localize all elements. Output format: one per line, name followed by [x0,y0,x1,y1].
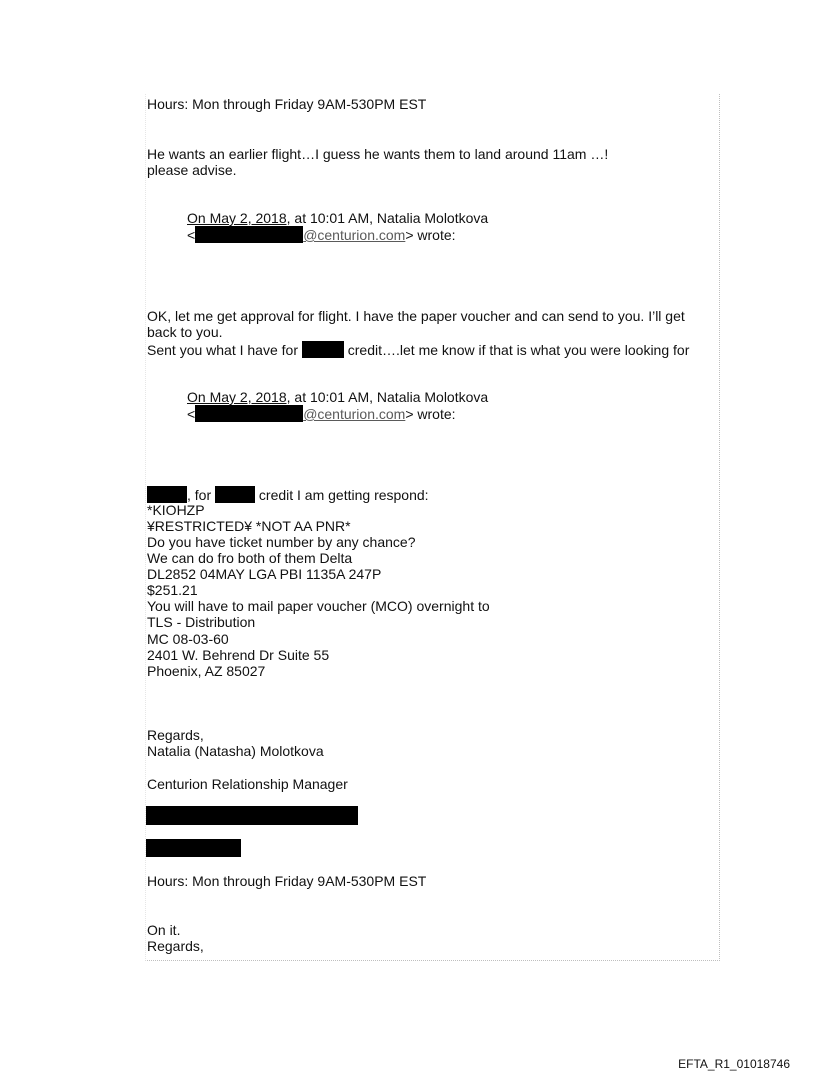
quote-date: On May 2, 2018, [187,210,291,226]
quote-header [187,210,488,226]
message-line: *KIOHZP [147,502,205,518]
message-line: TLS - Distribution [147,614,256,630]
hours-line-top: Hours: Mon through Friday 9AM-530PM EST [147,96,427,112]
quote-header [187,389,488,405]
message-line: OK, let me get approval for flight. I have the paper voucher and can send to you. I’ll get [147,308,685,324]
redaction-block [146,839,241,857]
signature-name: Natalia (Natasha) Molotkova [147,743,324,759]
quote-sender: at 10:01 AM, Natalia Molotkova [290,389,489,405]
redaction-block [215,486,255,503]
message-line: back to you. [147,324,223,340]
message-line: DL2852 04MAY LGA PBI 1135A 247P [147,566,382,582]
message-line: $251.21 [147,582,198,598]
message-line: We can do fro both of them Delta [147,550,353,566]
message-line: MC 08-03-60 [147,631,229,647]
redaction-block [147,486,187,503]
quote-date: On May 2, 2018, [187,389,291,405]
document-id: EFTA_R1_01018746 [678,1057,790,1071]
message-line: Do you have ticket number by any chance? [147,534,416,550]
message-line: 2401 W. Behrend Dr Suite 55 [147,647,330,663]
email-link[interactable]: @centurion.com [303,406,406,422]
hours-line-bottom: Hours: Mon through Friday 9AM-530PM EST [147,873,427,889]
redaction-block [302,341,344,358]
quote-email-line: < @centurion.com> wrote: [187,227,456,243]
message-line: , for credit I am getting respond: [147,486,429,503]
message-line: Phoenix, AZ 85027 [147,663,266,679]
signature-regards: Regards, [147,727,204,743]
reply-line: Regards, [147,938,204,954]
signature-title: Centurion Relationship Manager [147,776,348,792]
redaction-block [195,226,303,243]
message-line: please advise. [147,162,237,178]
message-line: You will have to mail paper voucher (MCO) overnight to [147,598,490,614]
message-line: Sent you what I have for credit….let me know if that is what you were looking for [147,342,690,358]
reply-line: On it. [147,922,181,938]
message-line: ¥RESTRICTED¥ *NOT AA PNR* [147,518,351,534]
quote-email-line: < @centurion.com> wrote: [187,406,456,422]
quote-sender: at 10:01 AM, Natalia Molotkova [290,210,489,226]
message-line: He wants an earlier flight…I guess he wants them to land around 11am …! [147,146,609,162]
redaction-block [195,405,303,422]
redaction-block [146,806,358,825]
email-link[interactable]: @centurion.com [303,227,406,243]
